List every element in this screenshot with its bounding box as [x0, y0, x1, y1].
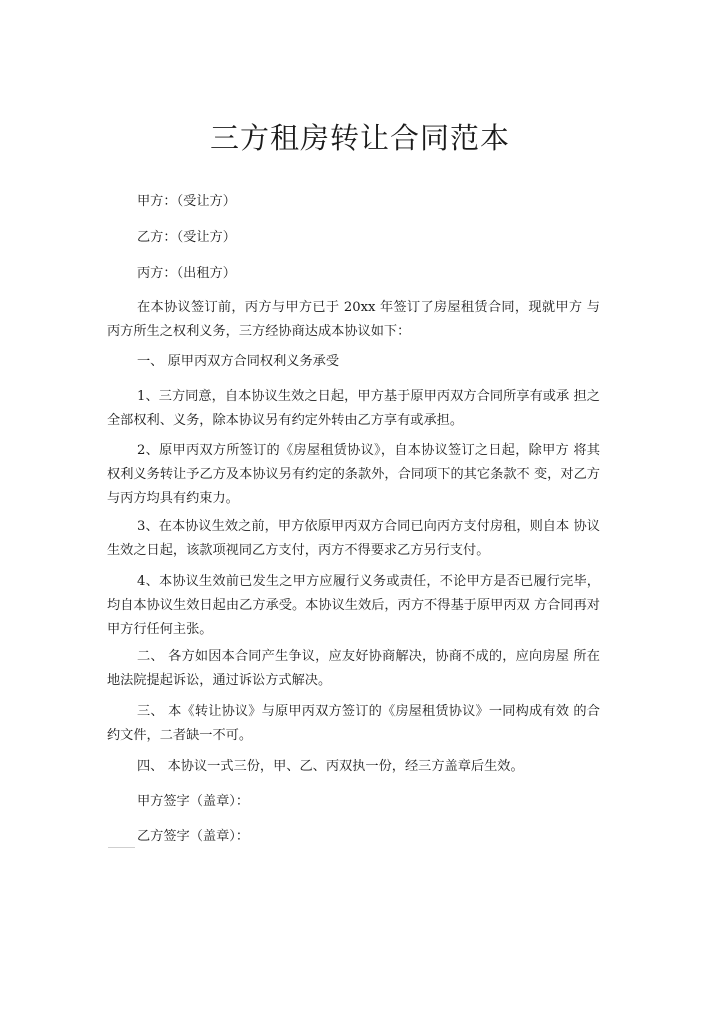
party-c-line: 丙方：（出租方）: [137, 266, 236, 281]
section-3-paragraph: 三、 本《转让协议》与原甲丙双方签订的《房屋租赁协议》一同构成有效 的合约文件，二者缺一不可。: [107, 704, 600, 743]
section-1-heading: 一、 原甲丙双方合同权利义务承受: [137, 354, 340, 369]
section-2-paragraph: 二、 各方如因本合同产生争议，应友好协商解决，协商不成的，应向房屋 所在地法院提起诉讼，通过诉讼方式解决。: [107, 649, 600, 688]
party-a-signature-line: 甲方签字（盖章）：: [137, 794, 250, 809]
intro-paragraph: 在本协议签订前，丙方与甲方已于 20xx 年签订了房屋租赁合同，现就甲方 与丙方所生之权利义务，三方经协商达成本协议如下：: [107, 300, 600, 339]
party-b-line: 乙方：（受让方）: [137, 230, 236, 245]
clause-2: 2、原甲丙双方所签订的《房屋租赁协议》，自本协议签订之日起，除甲方 将其权利义务转让予乙方及本协议另有约定的条款外，合同项下的其它条款不 变，对乙方与丙方均具有约束力。: [107, 443, 600, 506]
party-b-signature-line: 乙方签字（盖章）：: [137, 829, 250, 844]
party-a-line: 甲方：（受让方）: [137, 194, 236, 209]
section-4-paragraph: 四、 本协议一式三份，甲、乙、丙双执一份，经三方盖章后生效。: [137, 759, 524, 774]
clause-1: 1、三方同意，自本协议生效之日起，甲方基于原甲丙双方合同所享有或承 担之全部权利、义务，除本协议另有约定外转由乙方享有或承担。: [107, 389, 600, 428]
clause-3: 3、在本协议生效之前，甲方依原甲丙双方合同已向丙方支付房租，则自本 协议生效之日起，该款项视同乙方支付，丙方不得要求乙方另行支付。: [107, 519, 600, 558]
document-title: 三方租房转让合同范本: [209, 121, 510, 155]
clause-4: 4、本协议生效前已发生之甲方应履行义务或责任，不论甲方是否已履行完毕，均自本协议生效日起由乙方承受。本协议生效后，丙方不得基于原甲丙双 方合同再对甲方行任何主张。: [107, 574, 600, 637]
